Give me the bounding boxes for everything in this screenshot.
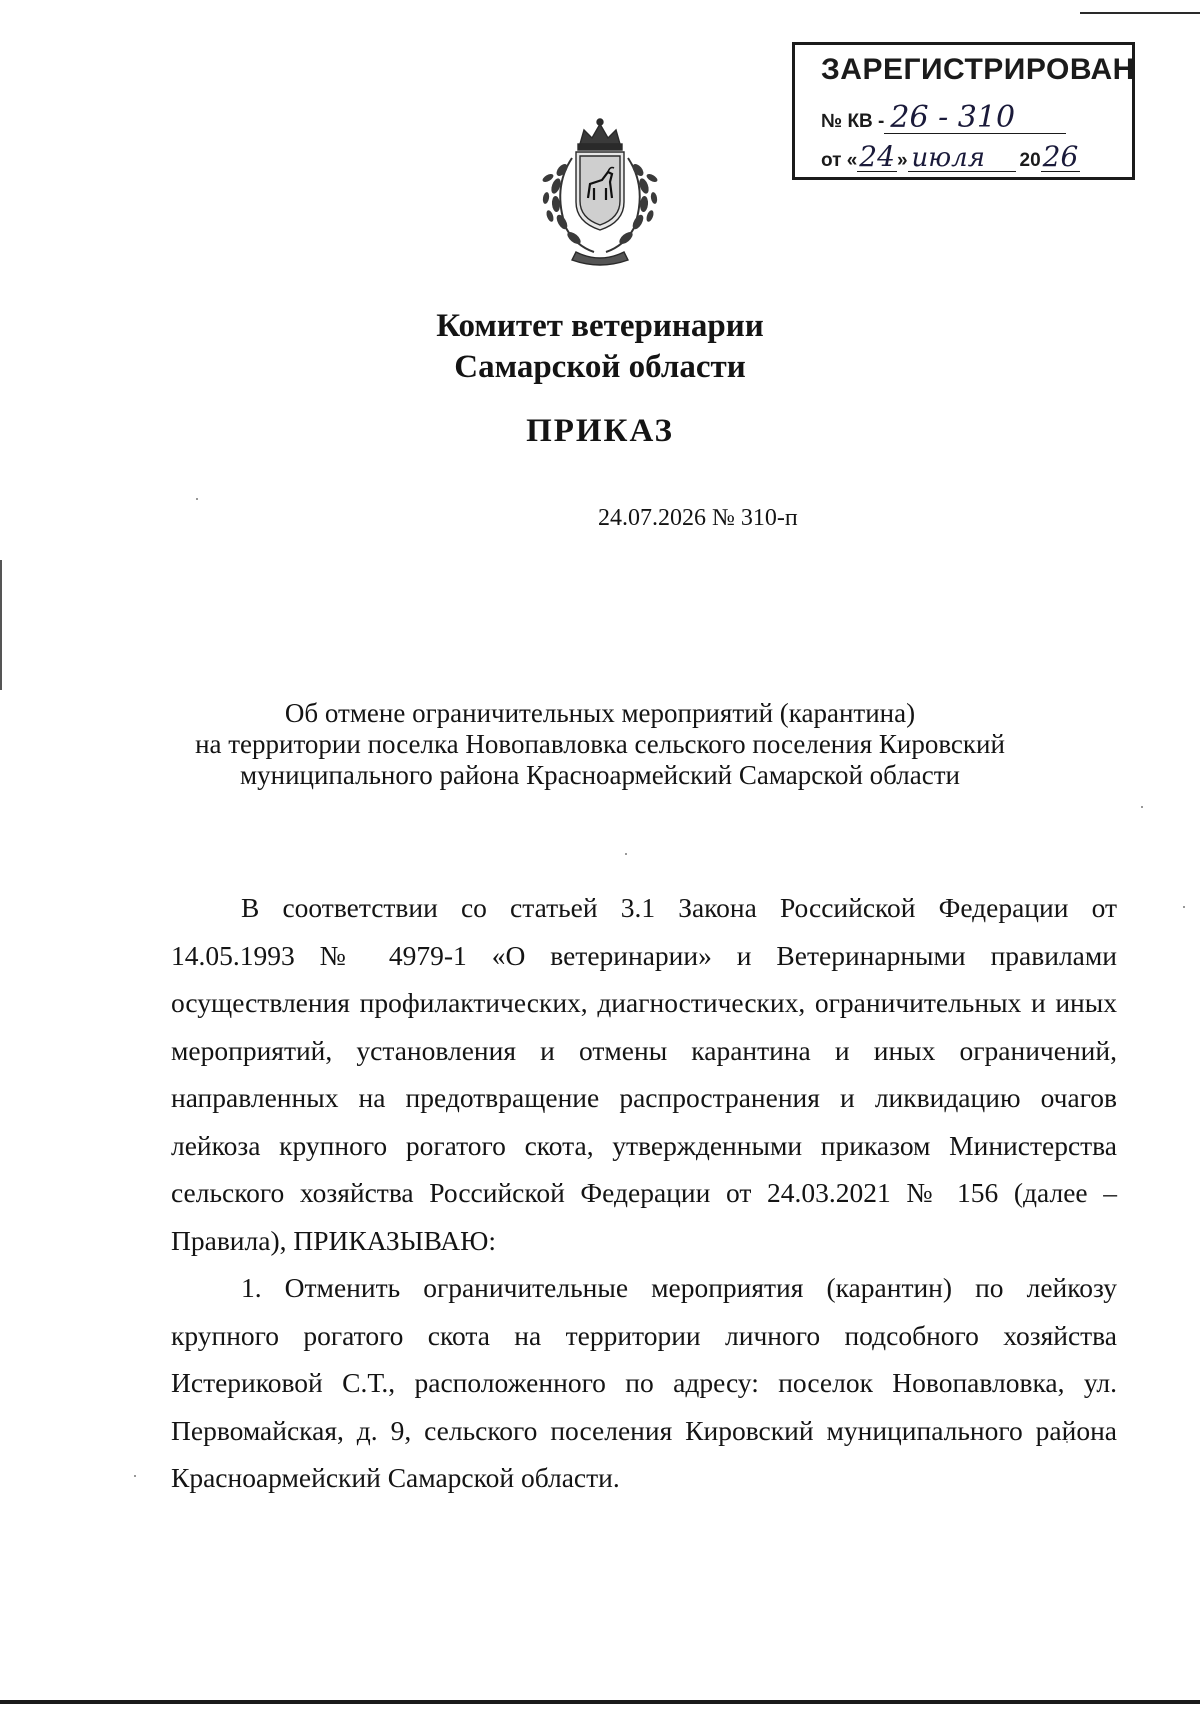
stamp-number-row [821, 100, 1066, 135]
subject-line2: на территории поселка Новопавловка сельского поселения Кировский [195, 729, 1005, 759]
subject-line3: муниципального района Красноармейский Самарской области [240, 760, 960, 790]
document-body [171, 884, 1117, 1502]
document-date-number: 24.07.2026 № 310-п [598, 505, 798, 531]
scan-edge-line [0, 1700, 1200, 1704]
organization-name-line1: Комитет ветеринарии [436, 308, 764, 344]
stamp-date-prefix: от « [821, 150, 858, 171]
organization-name-line2: Самарской области [454, 349, 746, 385]
scan-edge-mark [0, 560, 2, 690]
stamp-number-handwritten: 26 - 310 [884, 103, 1066, 134]
scan-speck [1183, 906, 1185, 908]
registration-stamp [792, 42, 1135, 180]
stamp-number-label: № КВ - [821, 111, 885, 132]
body-paragraph-preamble: В соответствии со статьей 3.1 Закона Российской Федерации от 14.05.1993 № 4979-1 «О ветеринарии» и Ветеринарными правилами осуществления профилактических, диагностических, ограничительных и иных мероприятий, установления и отмены карантина и иных ограничений, направленных на предотвращение распространения и ликвидацию очагов лейкоза крупного рогатого скота, утвержденными приказом Министерства сельского хозяйства Российской Федерации от 24.03.2021 № 156 (далее – Правила), ПРИКАЗЫВАЮ: [171, 892, 1117, 1256]
stamp-date-mid: » [896, 150, 908, 171]
document-subject [0, 698, 1200, 791]
subject-line1: Об отмене ограничительных мероприятий (карантина) [284, 698, 916, 728]
stamp-date-row [821, 140, 1080, 173]
scan-speck [196, 498, 198, 500]
document-type: ПРИКАЗ [526, 413, 674, 449]
body-paragraph-item-1: 1. Отменить ограничительные мероприятия (карантин) по лейкозу крупного рогатого скота на территории личного подсобного хозяйства Истериковой С.Т., расположенного по адресу: поселок Новопавловка, ул. Первомайская, д. 9, сельского поселения Кировский муниципального района Красноармейский Самарской области. [171, 1272, 1117, 1493]
stamp-date-day: 24 [859, 140, 895, 173]
organization-name [0, 306, 1200, 388]
samara-coat-of-arms-icon [532, 118, 668, 268]
scan-edge-line [1080, 12, 1200, 14]
scan-speck [1141, 806, 1143, 808]
stamp-title: ЗАРЕГИСТРИРОВАН [821, 53, 1135, 86]
scan-speck [134, 1475, 136, 1477]
stamp-date-year-suffix: 26 [1042, 140, 1079, 173]
scan-speck [625, 853, 627, 855]
stamp-date-year-prefix: 20 [1019, 150, 1041, 171]
stamp-date-month: июля [908, 145, 1016, 172]
